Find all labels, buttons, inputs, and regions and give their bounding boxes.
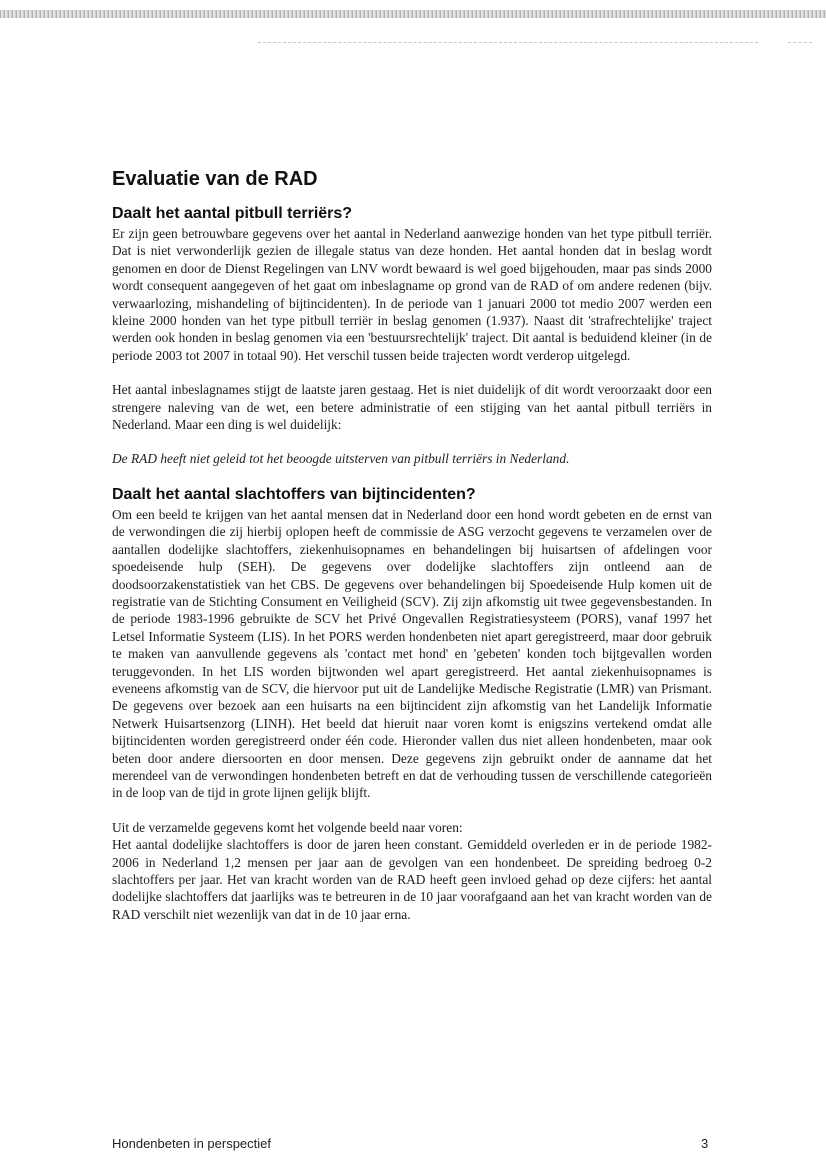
footer-page-number: 3 — [701, 1136, 709, 1151]
body-paragraph: Om een beeld te krijgen van het aantal mensen dat in Nederland door een hond wordt gebeten en de ernst van de verwondingen die zij hierbij oplopen heeft de commissie de ASG verzocht gegevens te verzamelen over de aantallen dodelijke slachtoffers, ziekenhuisopnames en behandelingen bij huisartsen of afdelingen voor spoedeisende hulp (SEH). De gegevens over dodelijke slachtoffers zijn ontleend aan de doodsoorzakenstatistiek van het CBS. De gegevens over behandelingen bij Spoedeisende Hulp komen uit de registratie van de Stichting Consument en Veiligheid (SCV). Zij zijn afkomstig uit twee gegevensbestanden. In de periode 1983-1996 gebruikte de SCV het Privé Ongevallen Registratiesysteem (PORS), vanaf 1997 het Letsel Informatie Systeem (LIS). In het PORS werden hondenbeten niet apart geregistreerd, maar door gebruik te maken van aanvullende gegevens als 'contact met hond' en 'gebeten' konden toch bijtgevallen worden teruggevonden. In het LIS worden bijtwonden wel apart geregistreerd. Het aantal ziekenhuisopnames is eveneens afkomstig van de SCV, die hiervoor put uit de Landelijke Medische Registratie (LMR) van Prismant. De gegevens over bezoek aan een huisarts na een bijtincident zijn afkomstig van het Landelijk Informatie Netwerk Huisartsenzorg (LINH). Het beeld dat hieruit naar voren komt is enigszins vertekend omdat alle bijtincidenten worden geregistreerd onder één code. Hieronder vallen dus niet alleen hondenbeten, maar ook beten door andere diersoorten en door mensen. Deze gegevens zijn gebruikt onder de aanname dat het merendeel van de verwondingen hondenbeten betreft en dat de verhouding tussen de verschillende categorieën in de loop van de tijd in grote lijnen gelijk blijft. — [112, 506, 712, 801]
footer-publication-title: Hondenbeten in perspectief — [112, 1136, 272, 1151]
body-paragraph-intro: Uit de verzamelde gegevens komt het volgende beeld naar voren: — [112, 819, 463, 835]
section-heading-pitbull: Daalt het aantal pitbull terriërs? — [112, 205, 353, 222]
page-title: Evaluatie van de RAD — [112, 168, 318, 190]
section-heading-victims: Daalt het aantal slachtoffers van bijtincidenten? — [112, 485, 476, 503]
scan-line-artifact-right — [788, 42, 812, 44]
body-paragraph: Het aantal dodelijke slachtoffers is door de jaren heen constant. Gemiddeld overleden er in de periode 1982-2006 in Nederland 1,2 mensen per jaar aan de gevolgen van een hondenbeet. De spreiding bedroeg 0-2 slachtoffers per jaar. Het van kracht worden van de RAD heeft geen invloed gehad op deze cijfers: het aantal dodelijke slachtoffers dat jaarlijks was te betreuren in de 10 jaar voorafgaand aan het van kracht worden van de RAD verschilt niet wezenlijk van dat in de 10 jaar erna. — [112, 837, 712, 922]
scan-edge-artifact — [0, 10, 826, 18]
page-content — [112, 168, 712, 923]
scan-line-artifact — [258, 42, 758, 44]
body-paragraph: Er zijn geen betrouwbare gegevens over het aantal in Nederland aanwezige honden van het type pitbull terriër. Dat is niet verwonderlijk gezien de illegale status van deze honden. Het aantal honden dat in beslag wordt genomen en door de Dienst Regelingen van LNV wordt bewaard is wel goed bijgehouden, maar pas sinds 2000 wordt consequent aangegeven of het gaat om inbeslagname op grond van de RAD of om andere redenen (bijv. verwaarlozing, mishandeling of bijtincidenten). In de periode van 1 januari 2000 tot medio 2007 werden een kleine 2000 honden van het type pitbull terriër in beslag genomen (1.937). Naast dit 'strafrechtelijke' traject werden ook honden in beslag genomen via een 'bestuursrechtelijk' traject. Dit aantal is beduidend kleiner (in de periode 2003 tot 2007 in totaal 90). Het verschil tussen beide trajecten wordt verderop uitgelegd. — [112, 226, 712, 363]
body-paragraph: Het aantal inbeslagnames stijgt de laatste jaren gestaag. Het is niet duidelijk of dit wordt veroorzaakt door een strengere naleving van de wet, een betere administratie of een stijging van het aantal pitbull terriërs in Nederland. Maar een ding is wel duidelijk: — [112, 382, 712, 433]
conclusion-statement: De RAD heeft niet geleid tot het beoogde uitsterven van pitbull terriërs in Nederland. — [112, 451, 570, 467]
